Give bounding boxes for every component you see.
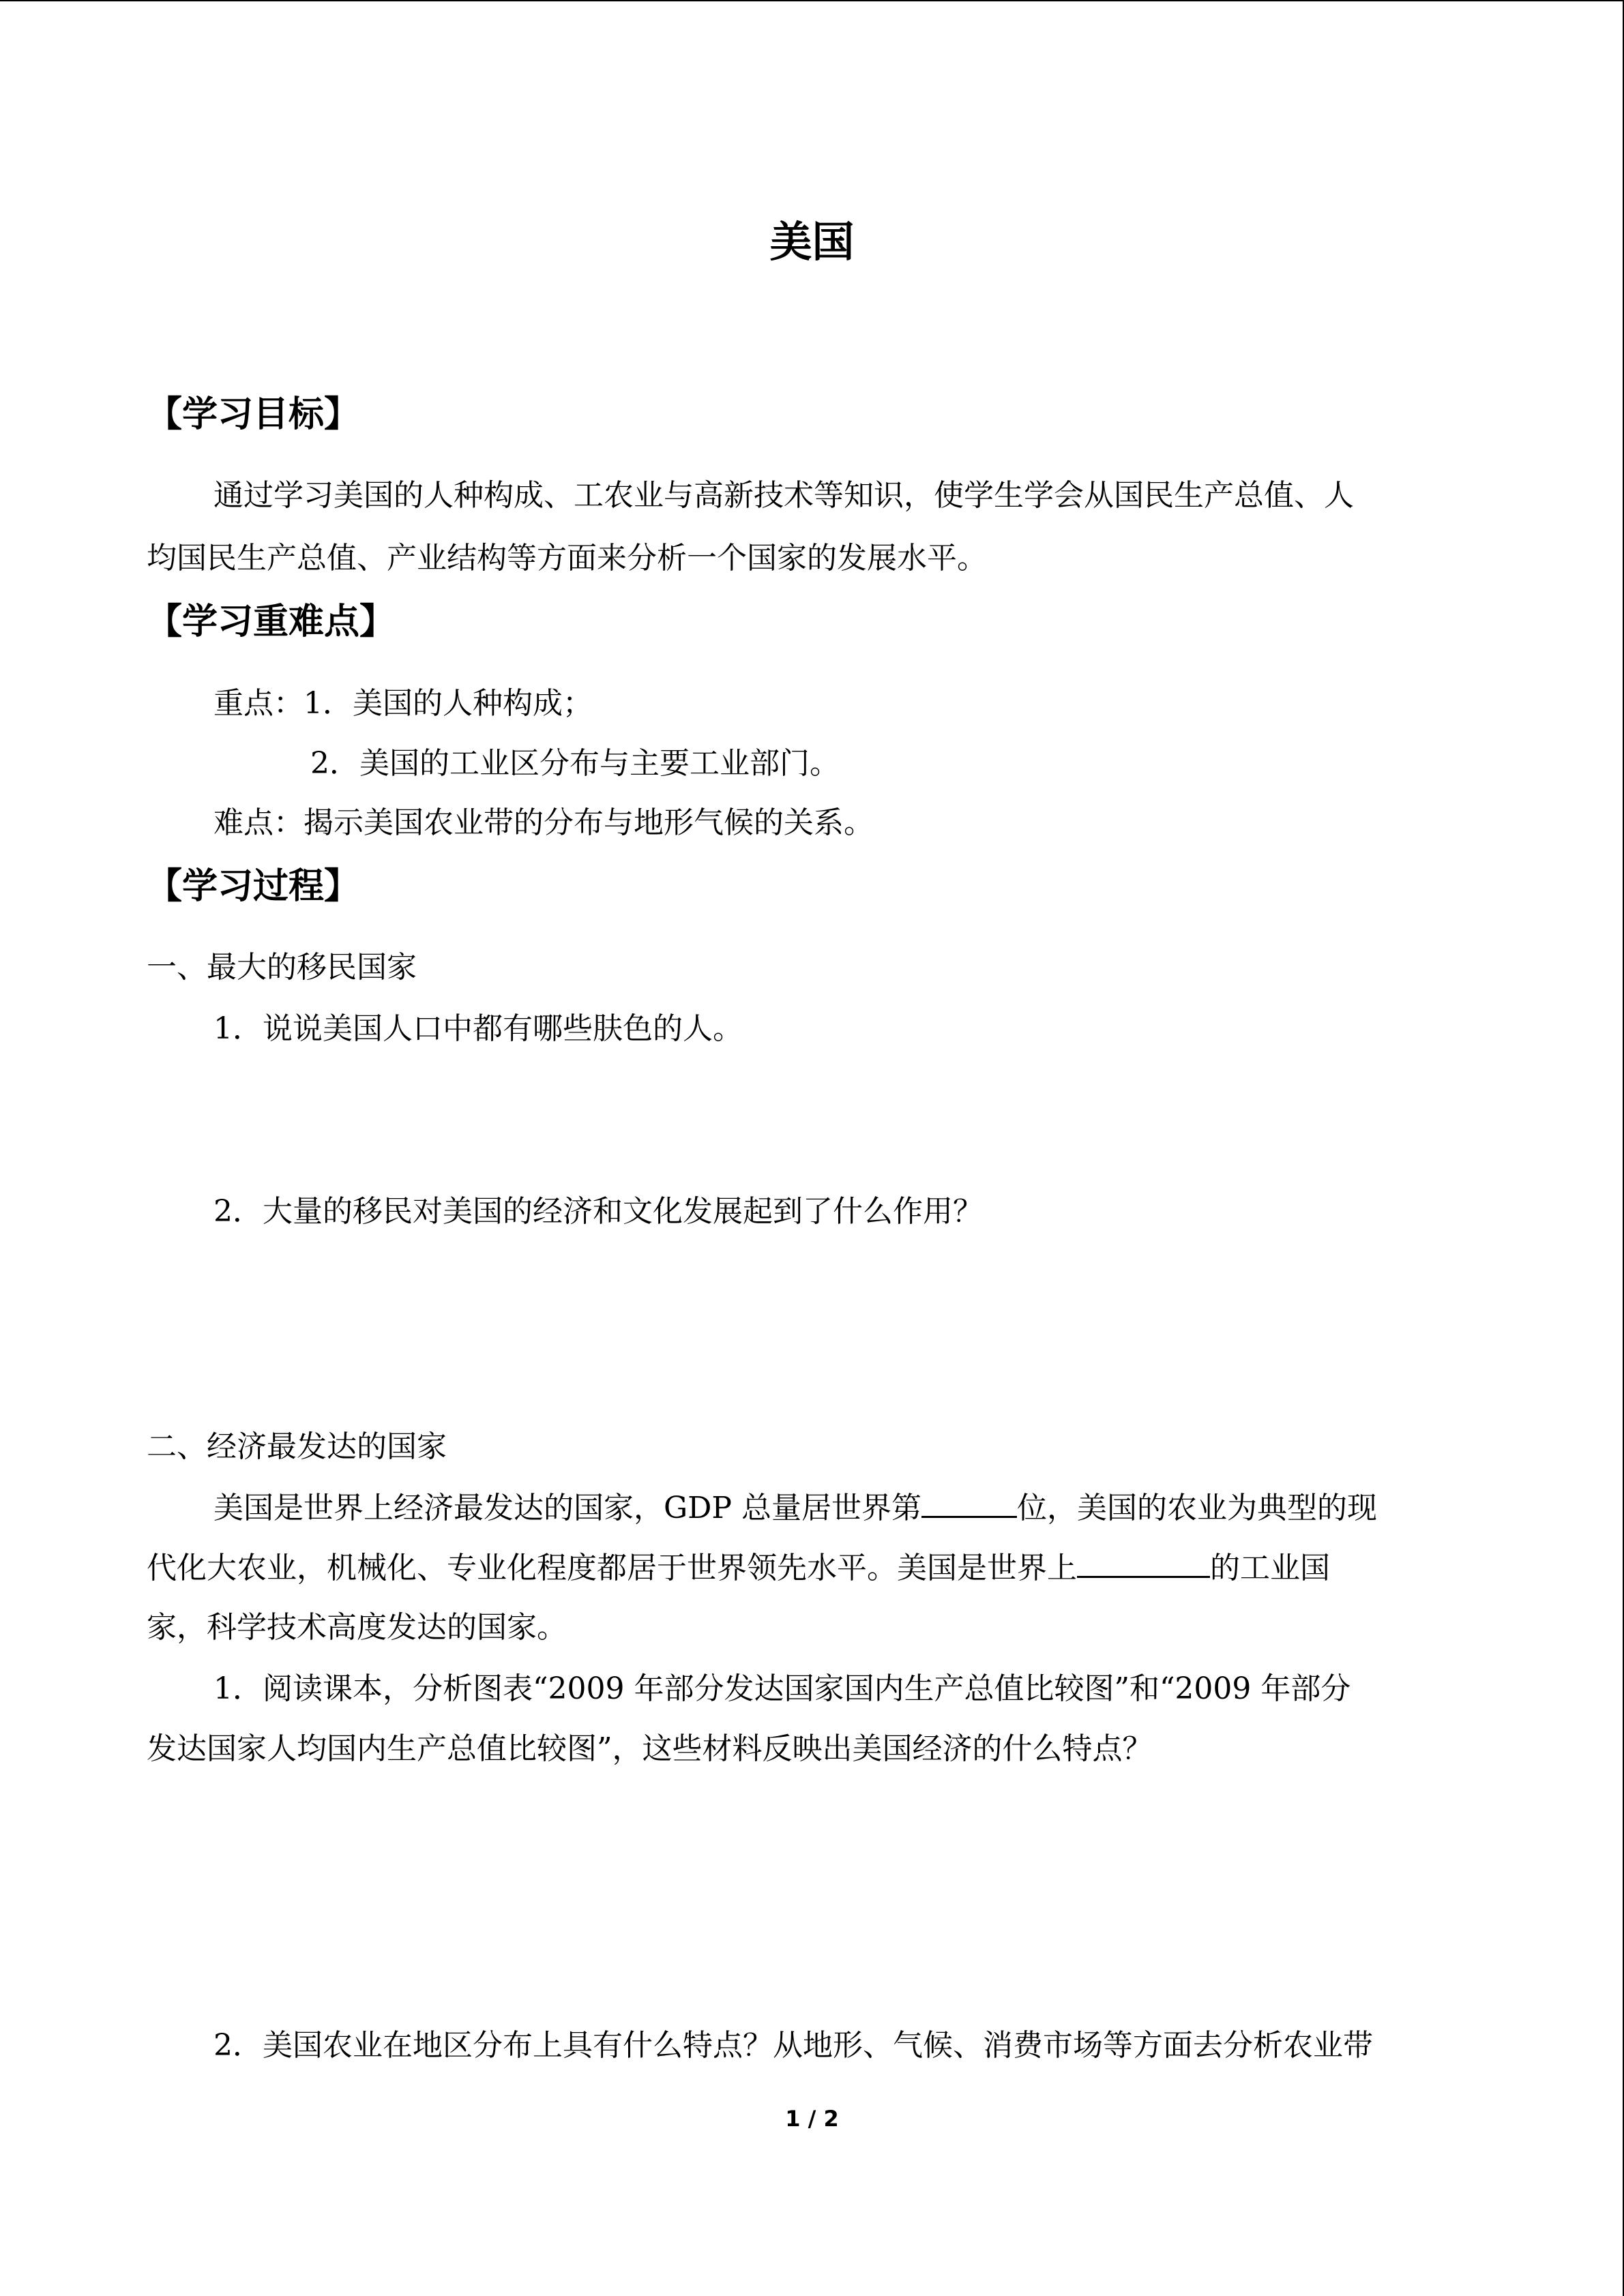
objectives-paragraph-line-2: 均国民生产总值、产业结构等方面来分析一个国家的发展水平。 [147,541,987,576]
text-segment: 美国是世界上经济最发达的国家，GDP 总量居世界第 [213,1491,922,1525]
part-2-title: 二、经济最发达的国家 [147,1429,447,1464]
key-points-heading: 【学习重难点】 [147,601,396,642]
text-segment: 的工业国 [1210,1551,1330,1585]
part-2-paragraph-line-2 [147,1545,1330,1592]
key-point-1: 重点：1．美国的人种构成； [213,686,593,721]
process-heading: 【学习过程】 [147,866,360,907]
text-segment: 代化大农业，机械化、专业化程度都居于世界领先水平。美国是世界上 [147,1551,1077,1585]
difficulty-point: 难点：揭示美国农业带的分布与地形气候的关系。 [213,805,874,840]
objectives-paragraph-line-1: 通过学习美国的人种构成、工农业与高新技术等知识，使学生学会从国民生产总值、人 [213,478,1354,513]
text-segment: 位，美国的农业为典型的现 [1017,1491,1378,1525]
question-4: 2．美国农业在地区分布上具有什么特点？从地形、气候、消费市场等方面去分析农业带 [213,2028,1373,2063]
fill-in-blank-industry[interactable] [1077,1545,1210,1578]
question-1: 1．说说美国人口中都有哪些肤色的人。 [213,1011,743,1046]
fill-in-blank-rank[interactable] [921,1485,1017,1518]
question-3-line-1: 1．阅读课本，分析图表“2009 年部分发达国家国内生产总值比较图”和“2009 年部分 [213,1671,1351,1706]
part-2-paragraph-line-3: 家，科学技术高度发达的国家。 [147,1610,567,1645]
objectives-heading: 【学习目标】 [147,394,360,435]
document-title: 美国 [769,217,855,267]
part-2-paragraph-line-1 [213,1485,1377,1532]
question-3-line-2: 发达国家人均国内生产总值比较图”，这些材料反映出美国经济的什么特点？ [147,1731,1153,1766]
question-2: 2．大量的移民对美国的经济和文化发展起到了什么作用？ [213,1194,983,1229]
part-1-title: 一、最大的移民国家 [147,950,417,985]
key-point-2: 2．美国的工业区分布与主要工业部门。 [310,746,840,781]
page-number: 1 / 2 [785,2106,839,2132]
